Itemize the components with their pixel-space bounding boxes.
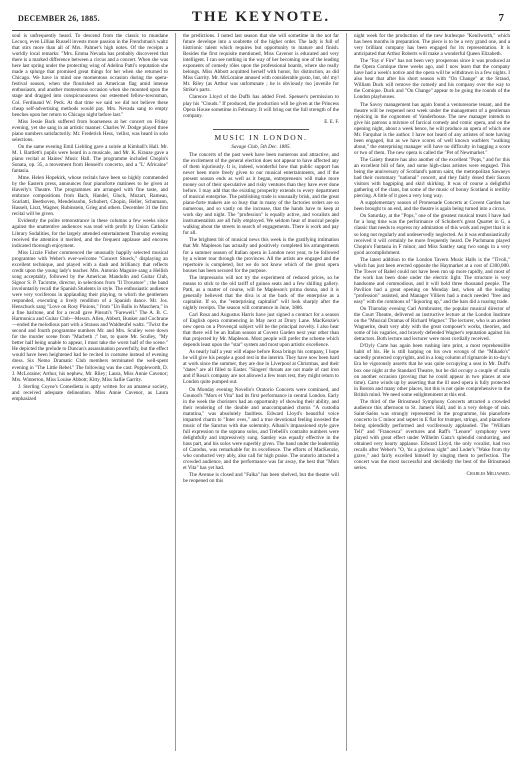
column-3 — [354, 33, 510, 751]
column-divider — [346, 33, 347, 751]
paragraph: As nearly half a year will elapse before Rosa brings his company, I hope he will give his people a good rest in the interim. They have now been hard at work since the summer, they are due in Liverpool at Christmas, and their "dates" are all filled to Easter. "Singers' throats are not made of cast iron and if Rosa's company are not allowed a few tears rest, they might return to London quite pumped out. — [183, 349, 339, 386]
paragraph: The brightest bit of musical news this week is the gratifying intimation that Mr. Mapleson has actually and positively completed his arrangements for a summer season of Italian opera in London next year, to be followed by a winter tour through the provinces. All the artists are engaged and the repertoire is completed, but we do not know which of the great opera houses has been secured for the purpose. — [183, 237, 339, 274]
paragraph: The third of the Brinsmead Symphony Concerts attracted a crowded audience this afternoon to St. James's Hall, and in a very deluge of rain. Saint-Saëns was strongly represented in the programme, his pianoforte concerto in C minor and septet in E flat for trumpet, strings, and pianoforte being splendidly performed and vociferously applauded. The "William Tell" and "Francesca" overtures and Raff's "Lenore" symphony were played with great effect under Wilhelm Ganz's splendid conducting, and obtained very hearty applause. Edward Lloyd, the only vocalist, had two recalls after Weber's "O, 'tis a glorious sight" and Loder's "Wake from thy grave," and fairly excelled himself by singing them to perfection. The concert was the most successful and decidedly the best of the Brinsmead series. — [354, 398, 510, 472]
paragraph: A supplementary season of Promenade Concerts at Covent Garden has been brought to an end, and the theatre is again being turned into a circus. — [354, 200, 510, 213]
paragraph: Evidently the polite remonstrance in these columns a few weeks since against the unattentive audiences was read with profit by Union Catholic Library Sodalities, for the largely attended entertainment Thursday evening received the attention it merited, and the frequent applause and encores indicated thorough enjoyment. — [12, 218, 168, 249]
paragraph: The impressario will not try the experiment of reduced prices, so he means to stick to the old tariff of guinea seats and a few shilling gallery. Patti, as a matter of course, will be Mapleson's prima donna, and it is generally believed that the diva is at the back of the enterprise as a capitalist. If so, the "enterprising capitalist" will look sharply after the nightly receipts. The season will commence in June, 1886. — [183, 274, 339, 311]
paragraph: D'Oyly Carte has again been rushing into print, a most reprehensible habit of his. He is still harping on his own wrongs of the "Mikado's" sacredly protected copyrights, and in a long column of rigmarole in to-day's Era he vigorously asserts that he was quite occupying a seat in Mr. Duff's box one night at the Standard Theatre, but he did occupy a couple of stalls on another occasion (proving that he could appear in two places at one time). Carte winds up by asserting that the ill used opera is fully protected in Boston and many other places, but this is not quite comprehensive to the British mind. We need some enlightenment at this end. — [354, 343, 510, 398]
paragraph: On the same evening Emil Liebling gave a soirée at Kimball's Hall. Mr. M. I. Bartlett's pupils were heard in a musicale, and Mr. K. Krauze gave a piano recital at Haines' Music Hall. The programme included Chopin's Sonata, op. 35, a movement from Henselt's concerto, and a "L' Africaine" fantasia. — [12, 143, 168, 175]
paragraph: The Savoy management has again found a venturesome tenant, and the theatre will be reopened next week under the management of a gentleman rejoicing in the cognomen of Vanderbosse. The new manager intends to give his patrons a mixture of farcical comedy and comic opera, and on the opening night, about a week hence, he will produce an opera of which one Mr. Farquhar is the author. I have not heard of any artistes of note having been engaged, but as we have scores of well known warblers "walking about," the enterprising manager will have no difficulty in bagging a score or two of them. The new opera is called the "Pet of Newmarket." — [354, 101, 510, 156]
author-initials: E. E. F. — [324, 119, 339, 125]
paragraph: The Gaiety theatre has also another of the excellent "Pops," and for this an excellent bill of fare, and some high-class artistes were engaged. This being the anniversary of Scotland's patron saint, the metropolitan Sawneys had their customary "national" concert, and they fairly dosed their Saxon visitors with bagpiping and skirl skirking. It was of course a delightful gathering of the clans, but some of the music of bonny Scotland is terribly piercing. A little of it goes a very long way. — [354, 156, 510, 200]
paragraph: The Avenue is closed and "Falka" has been shelved, but the theatre will be reopened on this — [183, 472, 339, 485]
paragraph: Miss Jessie Back suffered from hoarseness at her concert on Friday evening, yet she sang in an artistic manner. Charles W. Dodge played three piano numbers satisfactorily. Mr. Frederick Hess, 'cellist, was heard in solo selections. — [12, 118, 168, 143]
paragraph: Carl Rosa and Augustus Harris have just signed a contract for a season of English opera commencing in May next at Drury Lane. MacKenzie's new opera on a Provençal subject will be the principal novelty. I also hear that there will be an Italian season at Covent Garden next year other than that projected by Mr. Mapleson. Most people will prefer the scheme which depends least upon the "star" system and most upon artistic excellence. — [183, 311, 339, 349]
page-number: 7 — [498, 12, 504, 24]
paragraph: J. Sterling Coyne's Comedietta is aptly written for an amateur society, and received adequate delineation. Miss Annie Cavenor, as Laura emphasized — [12, 383, 168, 402]
paragraph: The concerts of the past week have been numerous and attractive, and the excitement of the general election does not appear to have affected any of them injuriously. It is, indeed, wonderful how that public support has never been more freely given to our musical entertainments, and if the present season ends as well as it began, entrepreneurs will make more money out of their speculative and risky ventures than they have ever done before. I may add that the existing prosperity extends to every department of musical enterprise. The publishing trade is unusually brisk, and the great piano-forte makers are so busy that in many of the factories orders are so numerous, and so vastly on the increase, that the hands have to keep at work day and night. The "profession" is equally active, and vocalists and instrumentalists are all fully employed. We seldom hear of musical people walking about the streets in search of engagements. There is work and pay for all. — [183, 151, 339, 237]
column-2 — [183, 33, 339, 751]
paragraph: the predictions. I noted last season that she will sometime in the not far future develope into a soubrette of the higher order. The lady is full of histrionic talent which requires but opportunity to mature and finish. Besides the first requisite mentioned, Miss Cavenor is educated and very intelligent. I can see nothing in the way of her becoming one of the leading exponents of comedy rôles upon the professional boards, where she really belongs. Miss Abbott acquitted herself with honor, for distinction, as did Miss Garrity. Mr. McLoraine amused with considerable gusto, but, oh! my! Mr. Riley (as Arthur was unfortunate ; he is obviously too juvenile for Strike's parts. — [183, 33, 339, 94]
paragraph: night week for the production of the new burlesque "Kenilworth," which has been months in preparation. The piece is to be a very grand one, and a very brilliant company has been engaged for its representation. It is anticipated that Arthur Roberts will make a wonderful Queen Elizabeth. — [354, 33, 510, 58]
column-divider — [175, 33, 176, 751]
paragraph: Clarence Lloyd of the Duffs has added Fred. Spenser's permission to play his "Clouds." If produced, the production will be given at the Princess Opera House sometime in February. It will bring out the full strength of the company. — [183, 94, 339, 119]
paragraph: On Thursday evening Carl Armbruster, the popular musical director of the Court Theatre, delivered an instructive lecture at the London Institute on the "Musical Dramas of Richard Wagner." The lecturer, who is an ardent Wagnerite, dealt very ably with the great composer's works, theories, and some of his vagaries, and bravely defended Wagner's reputation against his detractors. Both lecture and lecturer were most cordially received. — [354, 306, 510, 343]
section-heading: MUSIC IN LONDON. — [214, 132, 308, 142]
paragraph: Mme. Helen Hopekirk, whose recitals have been so highly commended by the Eastern press, announces four pianoforte matinees to be given at Haverly's Theatre. The programmes are arranged with fine taste, and embrace compositions from Bach, Handel, Gluck, Mozart, Rameau, Scarlatti, Beethoven, Mendelssohn, Schubert, Chopin, Heller, Schumann, Hasselt, Liszt, Wagner, Rubinstein, Grieg and others. December 31 the first recital will be given. — [12, 175, 168, 218]
dateline: Savage Club, 5th Dec. 1885. — [231, 143, 291, 150]
masthead — [12, 8, 510, 31]
author-signature: Charles Millward. — [466, 472, 510, 478]
paragraph: Miss Lizzie Fisher commenced the unusually happily selected musical programme with Weber's ever-welcome "Concert Stueck," displaying an excellent technique, and played with a dash and brilliancy that reflects credit upon the young lady's teacher. Mrs. Antonio Maguire sang a Hellish song acceptably, followed by the American Mandolin and Guitar Club, Signor S. P. Tacirotte, director, in selections from "Il Trovatore" ; the band involuntarily recall the Spanish Students in style. The enthusiastic audience were very vociferous in applauding their playing, to which the gentlemen responded, executing a lively rendition of a Spanish dance. Mr. Jos. Henschuck sang "Love on Rosy Pinions," from "Un Ballo in Maschera," in a fine baritone, and for a recall gave Pinsuti's "Farewell." The A. B. C. Harmonica and Guitar Club—Messrs. Allen, Abbott, Bunker and Cochrane—ended the melodious part with a Strauss and Waldteufel waltz. "Twixt the second and fourth programme numbers Mr. and Mrs. Sculley were down for the murder scene from "Macbeth ;" but, to quote Mr. Sculley, "My better half being unable to appear, I must take the worst half of the scene." He depicted the prelude to Duncan's assassination powerfully, but the effect would have been heightened had he recited in costume instead of evening dress. Six Nemo Dramatic Club members terminated the well-spent evening in "The Little Rebel." The following was the cast: Poppleworth, D. J. McLoraine; Arthur, his nephew, Mr. Riley; Laura, Miss Annie Cavenor; Mrs. Winterton, Miss Louise Abbott; Kitty, Miss Sallie Garrity. — [12, 249, 168, 383]
paragraph: The latest addition to the London Tavern Music Halls is the "Tivoli," which has just been erected opposite the Haymarket at a cost of £300,000. The Tower of Babel could not have been run up more rapidly, and most of the work has been done under the electric light. The structure is very handsome and commodious, and it will hold three thousand people. The Pavilion had a great opening on Monday last, when all the leading "profession" assisted, and Manager Villiers had a much needed "free and easy" with the commons of "liquoring up," and the bars did a roaring trade. — [354, 256, 510, 306]
paragraph: The "Fay o' Fire" has not been very prosperous since it was produced at the Opera Comique three weeks ago, and I now learn that the company have had a week's notice and the opera will be withdrawn in a few nights. I also hear that after his short season with "On Change" at the Strand, William Duck will remove the comedy and his company over the way to the Comique. Duck and "On Change" appear to be going the rounds of the London playhouses. — [354, 58, 510, 101]
article-columns — [12, 33, 510, 751]
paragraph: On Monday evening Novello's Oratorio Concerts were continued, and Gounod's "Mors et Vita" had its first performance in central London. Early in the week the choristers had an opportunity of showing their ability, and their rendering of the double and unaccompanied chorus "A custodia matutina," was absolutely faultless. Edward Lloyd's beautiful voice imparted charm to "Inter oves," and a true devotional feeling invested the music of the Sanctus with due solemnity. Albani's impassioned style gave full expression to the soprano solos, and Trebelli's contralto numbers were delightfully and impressively sung. Santley was equally effective in the bass part, and his solos were superbly given. The band under the leadership of Carodus, was remarkable for its excellence. The efforts of MacKenzie, who conducted very ably, also call for high praise. The oratorio attracted a crowded audience, and the performance was far away, the best that "Mors et Vita" has yet had. — [183, 386, 339, 472]
publication-title: THE KEYNOTE. — [191, 9, 331, 25]
paragraph: On Saturday, at the "Pops," one of the greatest musical treats I have had for a long time was the performance of Schubert's great Quartet in G, a classic that needs to express my admiration of this work and regret that it is so long not regularly and undeservedly neglected. As it was enthusiastically received it will certainly be more frequently heard. De Pachmann played Chopin's Fantasia in F minor, and Miss Santley sang two songs in a very good accomplishment. — [354, 213, 510, 256]
paragraph: soul is unfrequently heard. To descend from the classic to mundane Lecocq, even Lillian Russell invests more passion in the Frenchman's waltz that stirs more than all of Mrs. Palmer's high notes. Of the receipts a worldly local remarks: "Mrs. Emma Nevada has probably discovered that there is a marked difference between a circus and a concert. When she was here last spring under the protecting wing of Adelina Patti's reputation she made a splurge that promised great things for her when she returned to Chicago. We have in mind one momentous occasion during the opera-festival season, when she flourished an American flag amid intense enthusiasm, and another momentous occasion when she mounted upon the stage and dragged into conspicuousness our esteemed fellow-townsman, Col. Ferdinand W. Peck. At that time we said we did not believe these cheap self-advertising methods would pay. Mrs. Nevada sang to empty benches upon her return to Chicago night before last." — [12, 33, 168, 118]
column-1 — [12, 33, 168, 751]
section-divider — [213, 129, 309, 130]
issue-date: DECEMBER 26, 1885. — [18, 14, 100, 23]
